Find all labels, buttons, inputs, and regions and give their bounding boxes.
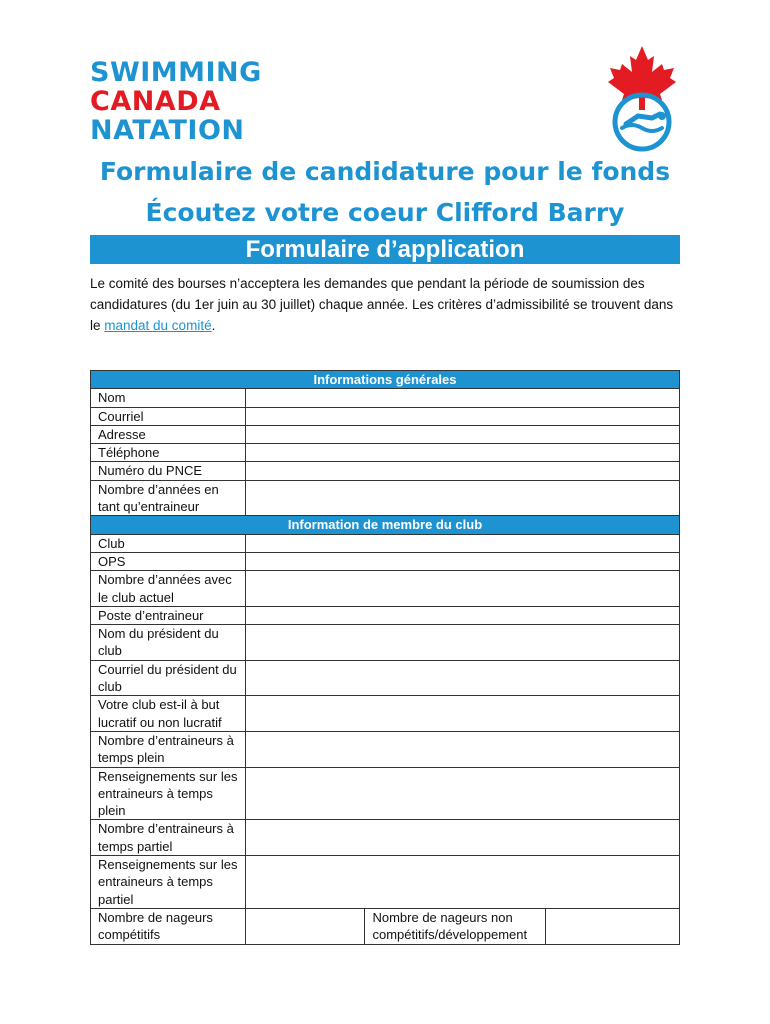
- noncompetitive-swimmers-label: Nombre de nageurs non compétitifs/développement: [365, 908, 545, 944]
- club-field-label: OPS: [91, 552, 246, 570]
- table-row: [91, 444, 680, 462]
- general-field-label: Téléphone: [91, 444, 246, 462]
- club-info-header: [91, 516, 680, 534]
- club-field-label: Renseignements sur les entraineurs à temps partiel: [91, 856, 246, 909]
- table-row: [91, 625, 680, 661]
- general-field-input-cell[interactable]: [245, 407, 679, 425]
- general-field-label: Numéro du PNCE: [91, 462, 246, 480]
- table-row: [91, 552, 680, 570]
- club-field-input-cell[interactable]: [245, 660, 679, 696]
- table-row: [91, 425, 680, 443]
- club-field-input-cell[interactable]: [245, 731, 679, 767]
- table-row: [91, 534, 680, 552]
- logo-line-swimming: SWIMMING: [90, 57, 262, 88]
- table-row: [91, 767, 680, 820]
- general-field-label: Nom: [91, 389, 246, 407]
- competitive-swimmers-input-cell[interactable]: [245, 908, 365, 944]
- general-info-header: [91, 371, 680, 389]
- intro-end: .: [211, 318, 216, 333]
- table-row: [91, 480, 680, 516]
- table-row: [91, 407, 680, 425]
- club-field-input-cell[interactable]: [245, 571, 679, 607]
- application-form-banner: Formulaire d’application: [90, 235, 680, 264]
- form-title-line-1: Formulaire de candidature pour le fonds: [99, 157, 671, 186]
- intro-text: Le comité des bourses n’acceptera les demandes que pendant la période de soumission des candidatures (du 1er juin au 30 juillet) chaque année. Les critères d’admissibilité se trouvent dans le: [90, 276, 674, 333]
- table-row: [91, 606, 680, 624]
- logo-line-canada: CANADA: [90, 86, 221, 117]
- club-field-label: Renseignements sur les entraineurs à temps plein: [91, 767, 246, 820]
- club-field-input-cell[interactable]: [245, 856, 679, 909]
- club-field-label: Nombre d’entraineurs à temps partiel: [91, 820, 246, 856]
- committee-mandate-link[interactable]: mandat du comité: [104, 318, 212, 333]
- swimming-canada-logo: [90, 58, 262, 145]
- general-info-header-title: Informations générales: [91, 371, 680, 389]
- club-field-input-cell[interactable]: [245, 534, 679, 552]
- club-field-label: Votre club est-il à but lucratif ou non lucratif: [91, 696, 246, 732]
- club-field-input-cell[interactable]: [245, 820, 679, 856]
- general-field-input-cell[interactable]: [245, 444, 679, 462]
- club-field-label: Nombre d’années avec le club actuel: [91, 571, 246, 607]
- table-row: [91, 731, 680, 767]
- competitive-swimmers-label: Nombre de nageurs compétitifs: [91, 908, 246, 944]
- club-field-input-cell[interactable]: [245, 606, 679, 624]
- club-field-input-cell[interactable]: [245, 552, 679, 570]
- form-title-line-2: Écoutez votre coeur Clifford Barry: [145, 198, 625, 227]
- logo-line-natation: NATATION: [90, 115, 245, 146]
- maple-leaf-swimmer-icon: [604, 44, 680, 154]
- table-row: [91, 908, 680, 944]
- general-field-label: Courriel: [91, 407, 246, 425]
- general-field-input-cell[interactable]: [245, 425, 679, 443]
- table-row: [91, 696, 680, 732]
- club-info-header-title: Information de membre du club: [91, 516, 680, 534]
- club-field-input-cell[interactable]: [245, 696, 679, 732]
- club-field-label: Poste d’entraineur: [91, 606, 246, 624]
- club-field-label: Courriel du président du club: [91, 660, 246, 696]
- general-field-input-cell[interactable]: [245, 389, 679, 407]
- noncompetitive-swimmers-input-cell[interactable]: [545, 908, 679, 944]
- club-field-input-cell[interactable]: [245, 767, 679, 820]
- table-row: [91, 660, 680, 696]
- general-field-label: Nombre d’années en tant qu’entraineur: [91, 480, 246, 516]
- general-field-input-cell[interactable]: [245, 462, 679, 480]
- intro-paragraph: [90, 273, 680, 336]
- general-field-input-cell[interactable]: [245, 480, 679, 516]
- table-row: [91, 571, 680, 607]
- table-row: [91, 820, 680, 856]
- application-form-table: [90, 370, 680, 945]
- club-field-label: Nom du président du club: [91, 625, 246, 661]
- club-field-input-cell[interactable]: [245, 625, 679, 661]
- club-field-label: Nombre d’entraineurs à temps plein: [91, 731, 246, 767]
- table-row: [91, 389, 680, 407]
- general-field-label: Adresse: [91, 425, 246, 443]
- table-row: [91, 462, 680, 480]
- table-row: [91, 856, 680, 909]
- club-field-label: Club: [91, 534, 246, 552]
